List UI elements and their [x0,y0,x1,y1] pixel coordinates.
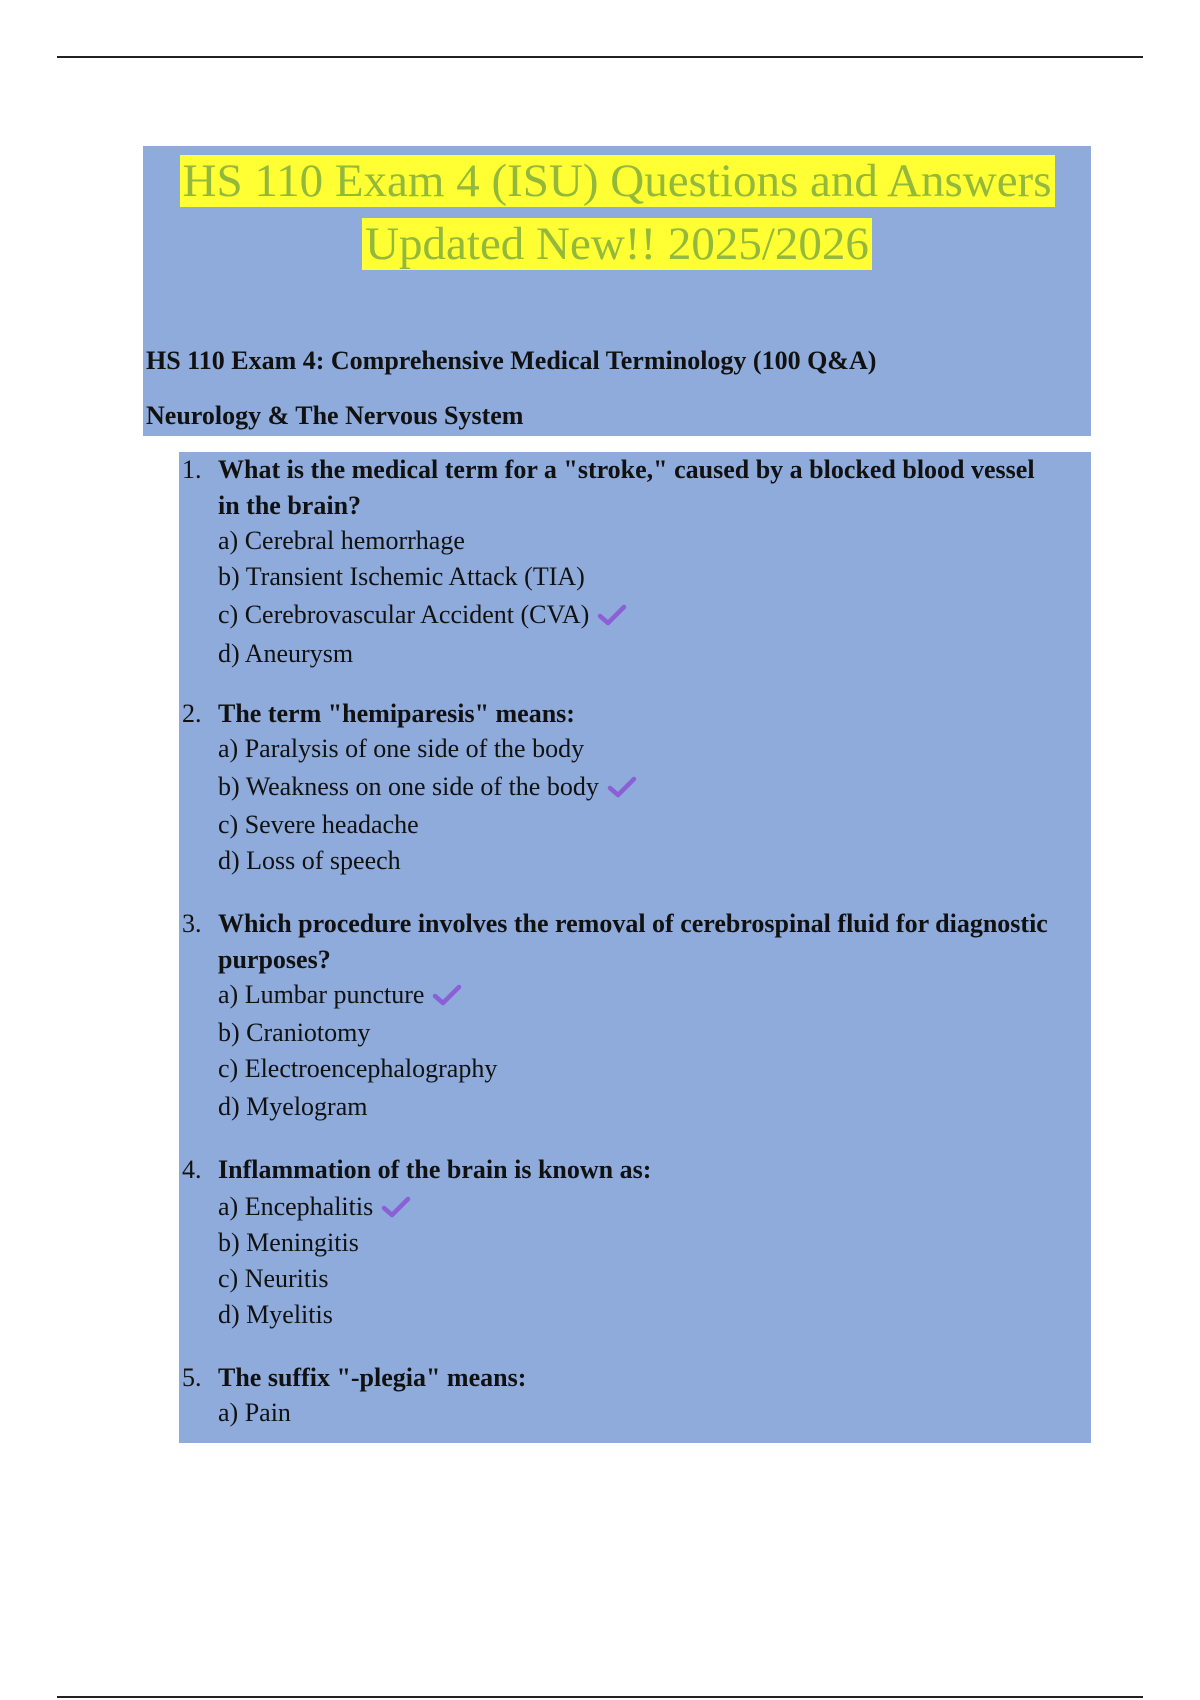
answer-option [218,1016,370,1050]
answer-option-label: d) Myelogram [218,1092,368,1121]
answer-option-label: b) Weakness on one side of the body [218,772,599,801]
answer-option-label: d) Aneurysm [218,639,354,668]
check-icon [381,1195,411,1219]
answer-option-label: a) Lumbar puncture [218,980,425,1009]
answer-option [218,770,637,804]
question-text: The suffix "-plegia" means: [218,1363,527,1392]
document-subtitle: HS 110 Exam 4: Comprehensive Medical Terminology (100 Q&A) [146,346,877,375]
answer-option [218,1052,497,1086]
question-text: What is the medical term for a "stroke," caused by a blocked blood vessel in the brain? [218,455,1035,520]
answer-option-label: c) Cerebrovascular Accident (CVA) [218,600,590,629]
answer-option [218,1262,328,1296]
header-block [143,146,1091,436]
title-line-2: Updated New!! 2025/2026 [362,218,872,270]
question-text: Which procedure involves the removal of cerebrospinal fluid for diagnostic purposes? [218,909,1048,974]
check-icon [432,983,462,1007]
answer-option-label: a) Paralysis of one side of the body [218,734,585,763]
answer-option [218,637,353,671]
answer-option-label: b) Meningitis [218,1228,359,1257]
title-line-1: HS 110 Exam 4 (ISU) Questions and Answers [180,155,1055,207]
question-number: 5. [182,1363,202,1392]
answer-option [218,808,419,842]
answer-option [218,1226,359,1260]
questions-block [179,452,1091,1443]
question-number: 3. [182,909,202,938]
answer-option [218,1090,367,1124]
section-heading: Neurology & The Nervous System [146,401,524,430]
answer-option-label: b) Transient Ischemic Attack (TIA) [218,562,585,591]
question-text: The term "hemiparesis" means: [218,699,575,728]
answer-option [218,524,465,558]
answer-option-label: c) Neuritis [218,1264,329,1293]
document-title [143,146,1091,276]
answer-option [218,560,585,594]
answer-option [218,732,584,766]
answer-option [218,598,627,632]
check-icon [607,775,637,799]
bottom-rule [57,1696,1143,1698]
answer-option-label: a) Encephalitis [218,1192,374,1221]
answer-option-label: a) Pain [218,1398,291,1427]
question-text: Inflammation of the brain is known as: [218,1155,652,1184]
answer-option-label: d) Myelitis [218,1300,333,1329]
answer-option-label: a) Cerebral hemorrhage [218,526,465,555]
answer-option [218,1396,291,1430]
question-number: 1. [182,455,202,484]
answer-option-label: d) Loss of speech [218,846,401,875]
answer-option [218,844,401,878]
answer-option-label: b) Craniotomy [218,1018,371,1047]
answer-option-label: c) Electroencephalography [218,1054,498,1083]
check-icon [597,603,627,627]
answer-option [218,1190,411,1224]
question-number: 2. [182,699,202,728]
answer-option [218,978,462,1012]
answer-option [218,1298,333,1332]
top-rule [57,56,1143,58]
question-number: 4. [182,1155,202,1184]
answer-option-label: c) Severe headache [218,810,419,839]
